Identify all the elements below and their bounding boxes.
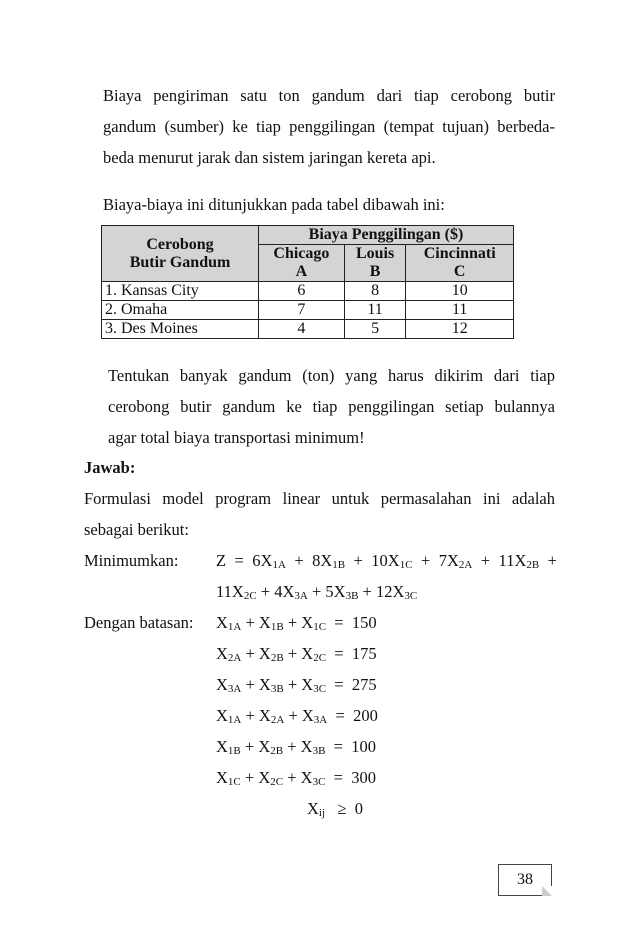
- header-col-a: [259, 245, 345, 282]
- page-corner-fold: [542, 886, 552, 896]
- constraint-3: $X_{3A} + X_{3B} + X_{3C} = 275$: [216, 675, 377, 695]
- constraint-1: $X_{1A} + X_{1B} + X_{1C} = 150$: [216, 613, 377, 633]
- constraint-2-rhs: 175: [351, 644, 377, 663]
- constraint-4-rhs: 200: [353, 706, 378, 725]
- cell: 7: [259, 301, 345, 320]
- header-col-c-code: C: [453, 263, 466, 280]
- cost-table: [101, 225, 514, 339]
- cell: 11: [406, 301, 514, 320]
- header-col-b-name: Louis: [355, 245, 395, 262]
- header-source-line-2: Butir Gandum: [129, 253, 231, 271]
- page-number: 38: [517, 871, 533, 888]
- cell: 11: [344, 301, 406, 320]
- row-label: 3. Des Moines: [102, 320, 259, 339]
- header-source-line-1: Cerobong: [146, 235, 214, 253]
- formulation-line-1: Formulasi model program linear untuk permasalahan ini adalah: [84, 489, 555, 508]
- table-row: [102, 301, 514, 320]
- objective-label: Minimumkan:: [84, 551, 179, 570]
- constraint-6-rhs: 300: [351, 768, 376, 787]
- constraint-6: $X_{1C} + X_{2C} + X_{3C} = 300$: [216, 768, 376, 788]
- intro-line-1: Biaya pengiriman satu ton gandum dari tiap cerobong butir: [103, 86, 555, 105]
- answer-label: Jawab:: [84, 458, 136, 477]
- cell: 12: [406, 320, 514, 339]
- row-label: 1. Kansas City: [102, 282, 259, 301]
- cell: 4: [259, 320, 345, 339]
- question-line-1: Tentukan banyak gandum (ton) yang harus dikirim dari tiap: [108, 366, 555, 385]
- header-group: Biaya Penggilingan ($): [259, 226, 514, 245]
- constraint-4: $X_{1A} + X_{2A} + X_{3A} = 200$: [216, 706, 378, 726]
- formulation-line-2: sebagai berikut:: [84, 520, 189, 539]
- question-line-3: agar total biaya transportasi minimum!: [108, 428, 365, 447]
- nonnegativity-constraint: $X_{ij} \ge 0$: [307, 799, 363, 819]
- constraint-3-rhs: 275: [351, 675, 377, 694]
- header-source: [102, 226, 259, 282]
- table-header-row: [102, 226, 514, 245]
- header-col-b-code: B: [369, 263, 381, 280]
- nonnegativity-rhs: 0: [354, 799, 363, 818]
- cell: 8: [344, 282, 406, 301]
- intro-line-3: beda menurut jarak dan sistem jaringan kereta api.: [103, 148, 436, 167]
- page-number-box: [498, 864, 552, 896]
- header-col-c-name: Cincinnati: [423, 245, 496, 262]
- objective-line-1: $Z = 6X_{1A} + 8X_{1B} + 10X_{1C} + 7X_{2A} + 11X_{2B}$ +: [216, 551, 557, 571]
- row-label: 2. Omaha: [102, 301, 259, 320]
- cell: 6: [259, 282, 345, 301]
- header-col-a-name: Chicago: [273, 245, 330, 262]
- question-line-2: cerobong butir gandum ke tiap penggilingan setiap bulannya: [108, 397, 555, 416]
- constraint-5: $X_{1B} + X_{2B} + X_{3B} = 100$: [216, 737, 376, 757]
- constraint-2: $X_{2A} + X_{2B} + X_{2C} = 175$: [216, 644, 377, 664]
- constraints-label: Dengan batasan:: [84, 613, 194, 632]
- intro-line-2: gandum (sumber) ke tiap penggilingan (tempat tujuan) berbeda-: [103, 117, 555, 136]
- header-col-c: [406, 245, 514, 282]
- constraint-1-rhs: 150: [351, 613, 377, 632]
- constraint-5-rhs: 100: [351, 737, 376, 756]
- cell: 5: [344, 320, 406, 339]
- table-intro: Biaya-biaya ini ditunjukkan pada tabel dibawah ini:: [103, 195, 445, 214]
- table-row: [102, 282, 514, 301]
- header-col-a-code: A: [295, 263, 308, 280]
- header-col-b: [344, 245, 406, 282]
- table-row: [102, 320, 514, 339]
- objective-line-2: $11X_{2C} + 4X_{3A} + 5X_{3B} + 12X_{3C}$: [216, 582, 418, 602]
- cell: 10: [406, 282, 514, 301]
